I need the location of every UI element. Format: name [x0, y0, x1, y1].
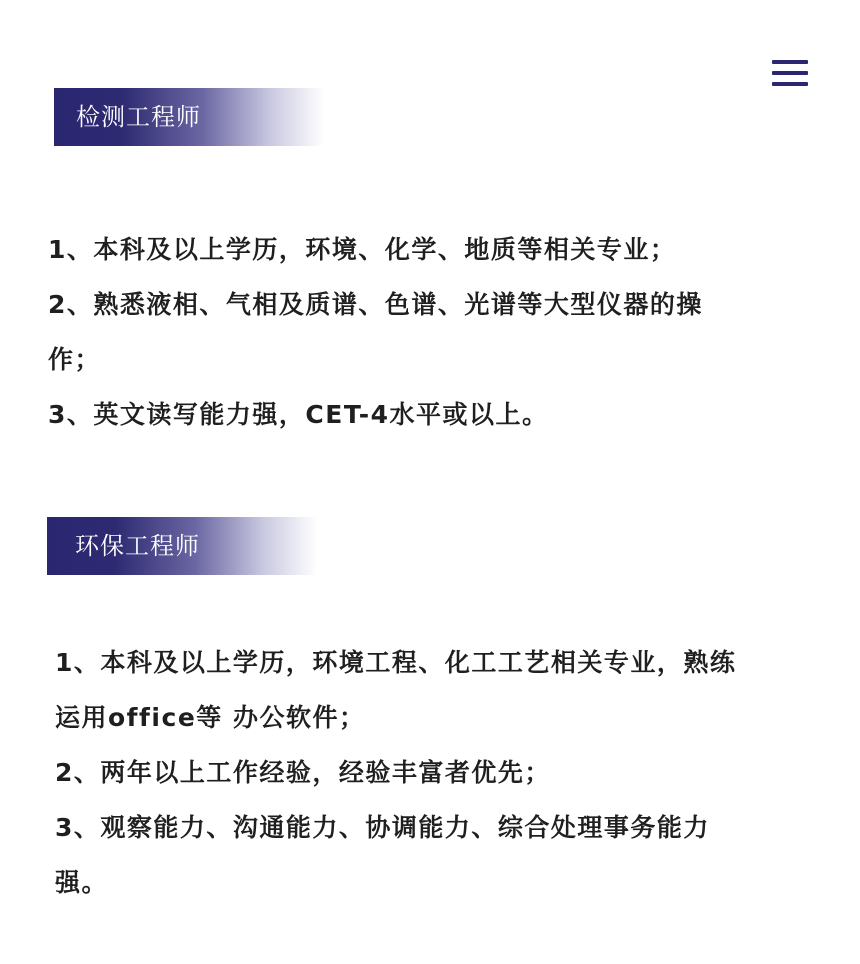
hamburger-menu-icon[interactable] — [772, 58, 810, 88]
requirement-line: 运用office等 办公软件； — [55, 703, 366, 732]
job-title: 检测工程师 — [76, 103, 201, 131]
requirement-line: 2、两年以上工作经验，经验丰富者优先； — [55, 758, 551, 787]
requirement-line: 2、熟悉液相、气相及质谱、色谱、光谱等大型仪器的操 — [48, 290, 703, 319]
requirement-line: 作； — [48, 345, 102, 374]
menu-bar-middle — [772, 71, 808, 75]
requirements-list — [55, 635, 736, 910]
menu-bar-top — [772, 60, 808, 64]
requirement-line: 3、观察能力、沟通能力、协调能力、综合处理事务能力 — [55, 813, 710, 842]
requirement-line: 1、本科及以上学历，环境工程、化工工艺相关专业，熟练 — [55, 648, 737, 677]
menu-bar-bottom — [772, 82, 808, 86]
requirements-list — [48, 222, 703, 442]
job-title-banner — [47, 517, 317, 575]
requirement-line: 1、本科及以上学历，环境、化学、地质等相关专业； — [48, 235, 677, 264]
job-title-banner — [54, 88, 324, 146]
requirement-line: 强。 — [55, 868, 109, 897]
job-title: 环保工程师 — [75, 532, 200, 560]
requirement-line: 3、英文读写能力强，CET-4水平或以上。 — [48, 400, 549, 429]
